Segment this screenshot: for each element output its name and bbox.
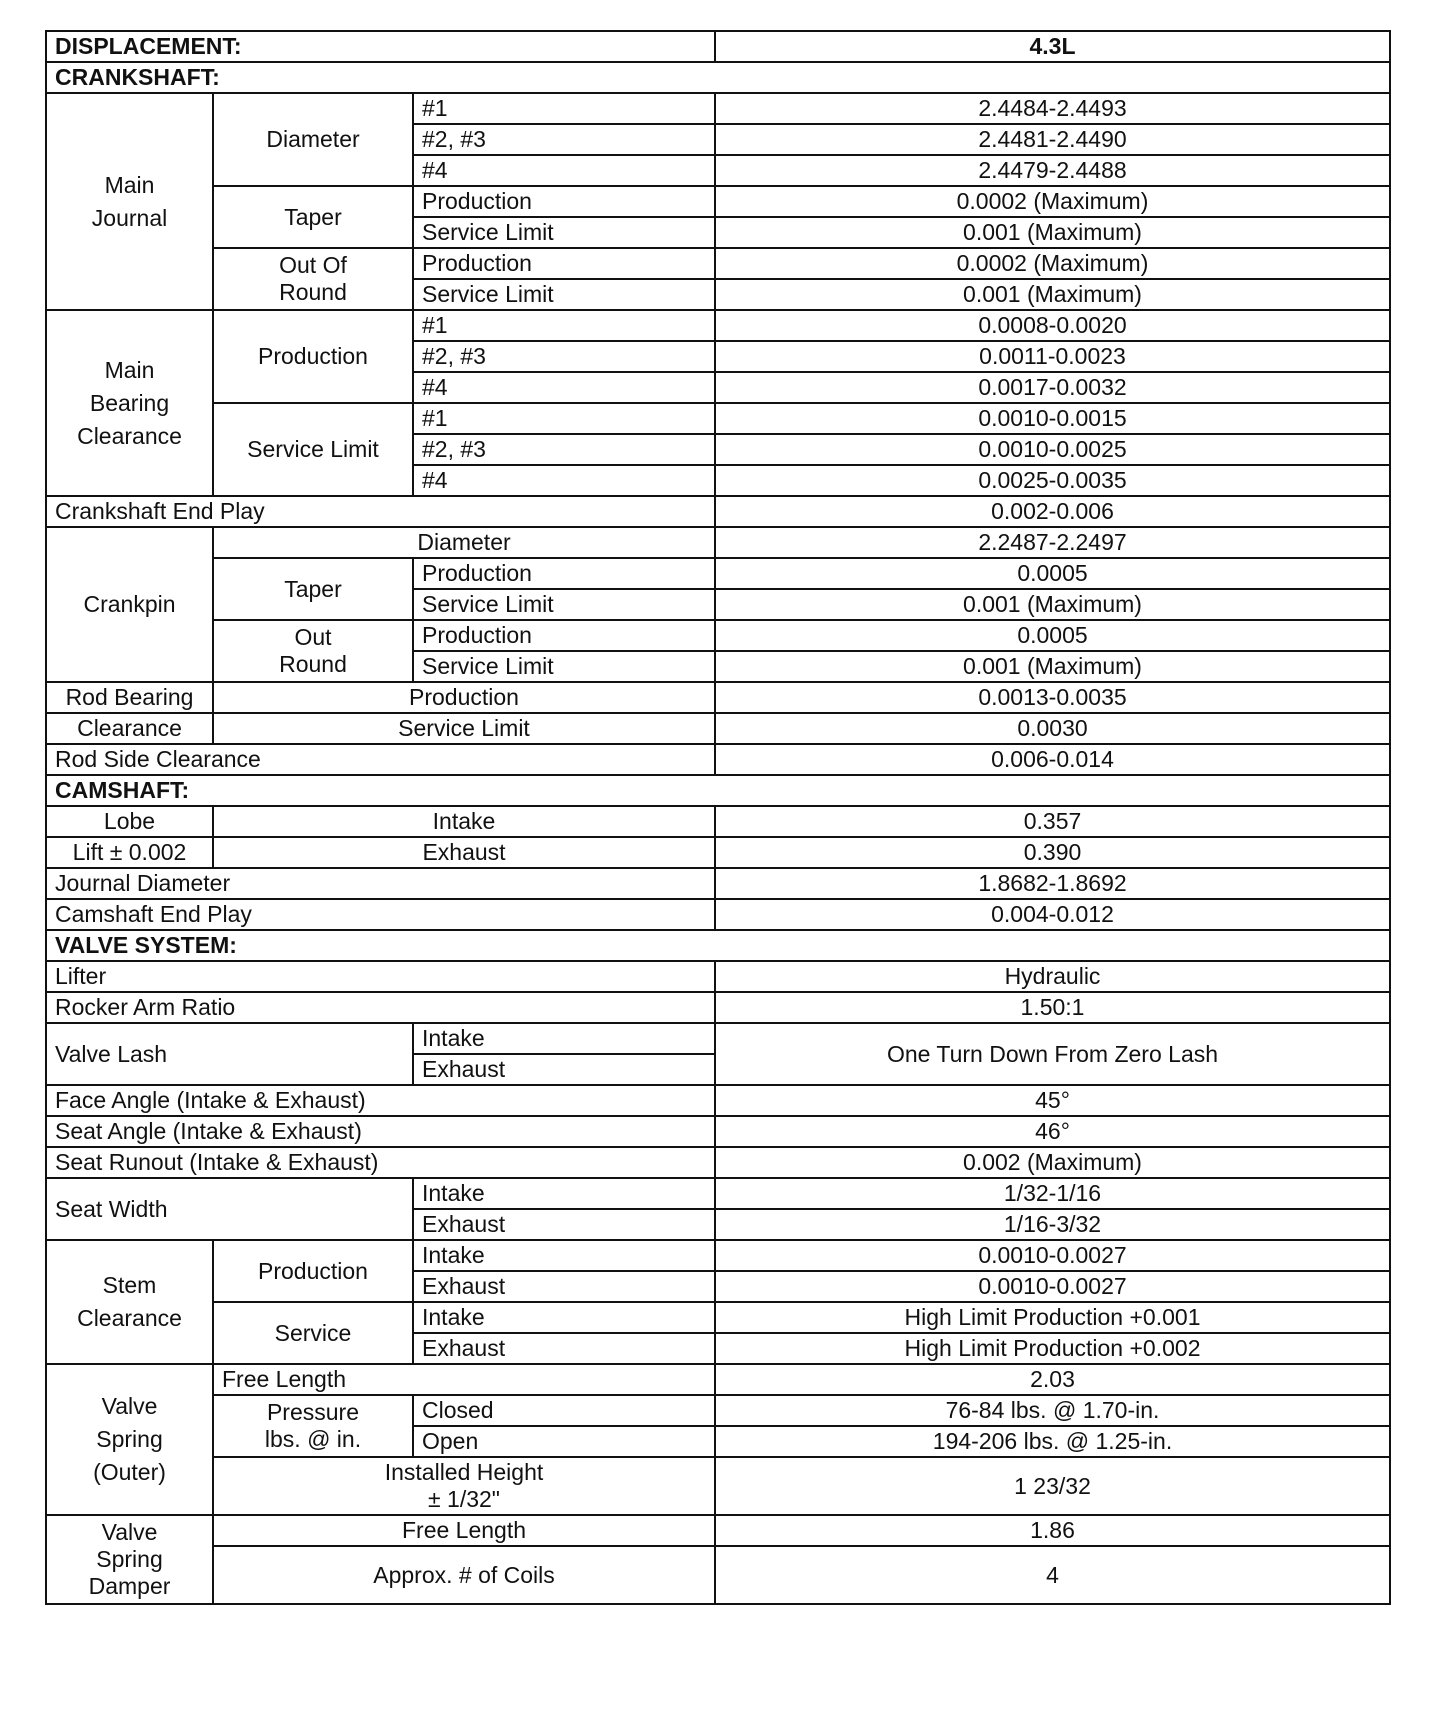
main-journal-diameter-label: Diameter bbox=[213, 93, 413, 186]
table-row bbox=[46, 248, 1390, 279]
stem-production-label: Production bbox=[213, 1240, 413, 1302]
sub-label: Intake bbox=[413, 1023, 715, 1054]
table-row bbox=[46, 1395, 1390, 1426]
main-bearing-production-label: Production bbox=[213, 310, 413, 403]
coils-label: Approx. # of Coils bbox=[213, 1546, 715, 1604]
rod-bearing-label-line1: Rod Bearing bbox=[46, 682, 213, 713]
table-row bbox=[46, 1457, 1390, 1515]
crankshaft-end-play-label: Crankshaft End Play bbox=[46, 496, 715, 527]
sub-label: Production bbox=[413, 558, 715, 589]
table-row bbox=[46, 713, 1390, 744]
journal-diameter-value: 1.8682-1.8692 bbox=[715, 868, 1390, 899]
installed-height-line2: ± 1/32" bbox=[428, 1486, 500, 1512]
free-length-value: 2.03 bbox=[715, 1364, 1390, 1395]
table-row bbox=[46, 899, 1390, 930]
value-cell: 0.0005 bbox=[715, 620, 1390, 651]
main-journal-out-of-round-label bbox=[213, 248, 413, 310]
table-row bbox=[46, 1178, 1390, 1209]
table-row bbox=[46, 310, 1390, 341]
sub-label: #4 bbox=[413, 372, 715, 403]
value-cell: 0.0002 (Maximum) bbox=[715, 186, 1390, 217]
table-row bbox=[46, 1302, 1390, 1333]
crankpin-diameter-value: 2.2487-2.2497 bbox=[715, 527, 1390, 558]
table-row bbox=[46, 31, 1390, 62]
sub-label: Exhaust bbox=[213, 837, 715, 868]
main-journal-label bbox=[46, 93, 213, 310]
seat-angle-value: 46° bbox=[715, 1116, 1390, 1147]
installed-height-label bbox=[213, 1457, 715, 1515]
value-cell: 0.0030 bbox=[715, 713, 1390, 744]
valve-spring-outer-line2: Spring bbox=[96, 1426, 163, 1452]
damper-free-length-value: 1.86 bbox=[715, 1515, 1390, 1546]
seat-width-label: Seat Width bbox=[46, 1178, 413, 1240]
main-journal-label-line1: Main bbox=[104, 171, 155, 198]
rod-bearing-label-line2: Clearance bbox=[46, 713, 213, 744]
lifter-label: Lifter bbox=[46, 961, 715, 992]
installed-height-value: 1 23/32 bbox=[715, 1457, 1390, 1515]
crankshaft-header: CRANKSHAFT: bbox=[46, 62, 1390, 93]
table-row bbox=[46, 1085, 1390, 1116]
sub-label: Exhaust bbox=[413, 1333, 715, 1364]
stem-service-label: Service bbox=[213, 1302, 413, 1364]
sub-label: Intake bbox=[213, 806, 715, 837]
main-bearing-line2: Bearing bbox=[89, 389, 170, 416]
table-row bbox=[46, 527, 1390, 558]
valve-lash-label: Valve Lash bbox=[46, 1023, 413, 1085]
value-cell: 0.0017-0.0032 bbox=[715, 372, 1390, 403]
table-row bbox=[46, 1364, 1390, 1395]
table-row bbox=[46, 1240, 1390, 1271]
table-row bbox=[46, 992, 1390, 1023]
sub-label: Intake bbox=[413, 1178, 715, 1209]
crankpin-taper-label: Taper bbox=[213, 558, 413, 620]
free-length-label: Free Length bbox=[213, 1364, 715, 1395]
table-row bbox=[46, 558, 1390, 589]
sub-label: Closed bbox=[413, 1395, 715, 1426]
crankpin-label: Crankpin bbox=[46, 527, 213, 682]
damper-line1: Valve bbox=[101, 1519, 158, 1545]
value-cell: High Limit Production +0.001 bbox=[715, 1302, 1390, 1333]
value-cell: High Limit Production +0.002 bbox=[715, 1333, 1390, 1364]
stem-clearance-label bbox=[46, 1240, 213, 1364]
rod-side-clearance-label: Rod Side Clearance bbox=[46, 744, 715, 775]
valve-spring-outer-line3: (Outer) bbox=[93, 1459, 166, 1485]
main-journal-label-line2: Journal bbox=[91, 204, 168, 231]
out-round-line2: Round bbox=[279, 651, 347, 677]
value-cell: 0.0010-0.0027 bbox=[715, 1271, 1390, 1302]
sub-label: #1 bbox=[413, 93, 715, 124]
valve-lash-value: One Turn Down From Zero Lash bbox=[715, 1023, 1390, 1085]
sub-label: Production bbox=[413, 248, 715, 279]
table-row bbox=[46, 403, 1390, 434]
table-row bbox=[46, 93, 1390, 124]
journal-diameter-label: Journal Diameter bbox=[46, 868, 715, 899]
value-cell: 0.001 (Maximum) bbox=[715, 279, 1390, 310]
table-row bbox=[46, 961, 1390, 992]
main-journal-taper-label: Taper bbox=[213, 186, 413, 248]
valve-spring-outer-label bbox=[46, 1364, 213, 1515]
pressure-line2: lbs. @ in. bbox=[264, 1426, 362, 1452]
value-cell: 1/32-1/16 bbox=[715, 1178, 1390, 1209]
sub-label: #4 bbox=[413, 465, 715, 496]
pressure-label bbox=[213, 1395, 413, 1457]
table-row bbox=[46, 620, 1390, 651]
value-cell: 0.0010-0.0027 bbox=[715, 1240, 1390, 1271]
table-row bbox=[46, 186, 1390, 217]
camshaft-end-play-label: Camshaft End Play bbox=[46, 899, 715, 930]
table-row bbox=[46, 744, 1390, 775]
value-cell: 0.0010-0.0015 bbox=[715, 403, 1390, 434]
table-row bbox=[46, 1546, 1390, 1604]
out-of-round-line1: Out Of bbox=[279, 252, 347, 278]
value-cell: 0.0010-0.0025 bbox=[715, 434, 1390, 465]
sub-label: #2, #3 bbox=[413, 434, 715, 465]
value-cell: 1/16-3/32 bbox=[715, 1209, 1390, 1240]
camshaft-end-play-value: 0.004-0.012 bbox=[715, 899, 1390, 930]
pressure-line1: Pressure bbox=[266, 1399, 360, 1425]
sub-label: Service Limit bbox=[413, 589, 715, 620]
sub-label: Intake bbox=[413, 1240, 715, 1271]
sub-label: Exhaust bbox=[413, 1209, 715, 1240]
displacement-label: DISPLACEMENT: bbox=[46, 31, 715, 62]
sub-label: #4 bbox=[413, 155, 715, 186]
out-round-line1: Out bbox=[294, 624, 332, 650]
value-cell: 2.4479-2.4488 bbox=[715, 155, 1390, 186]
lobe-lift-label-line1: Lobe bbox=[46, 806, 213, 837]
section-header-row bbox=[46, 62, 1390, 93]
displacement-value: 4.3L bbox=[715, 31, 1390, 62]
value-cell: 0.357 bbox=[715, 806, 1390, 837]
lobe-lift-label-line2: Lift ± 0.002 bbox=[46, 837, 213, 868]
face-angle-label: Face Angle (Intake & Exhaust) bbox=[46, 1085, 715, 1116]
seat-runout-value: 0.002 (Maximum) bbox=[715, 1147, 1390, 1178]
rocker-ratio-label: Rocker Arm Ratio bbox=[46, 992, 715, 1023]
table-row bbox=[46, 1023, 1390, 1054]
sub-label: #1 bbox=[413, 403, 715, 434]
value-cell: 0.001 (Maximum) bbox=[715, 217, 1390, 248]
damper-line2: Spring bbox=[96, 1546, 163, 1572]
value-cell: 0.0002 (Maximum) bbox=[715, 248, 1390, 279]
lifter-value: Hydraulic bbox=[715, 961, 1390, 992]
value-cell: 0.001 (Maximum) bbox=[715, 589, 1390, 620]
installed-height-line1: Installed Height bbox=[384, 1459, 544, 1485]
value-cell: 194-206 lbs. @ 1.25-in. bbox=[715, 1426, 1390, 1457]
crankshaft-end-play-value: 0.002-0.006 bbox=[715, 496, 1390, 527]
sub-label: Service Limit bbox=[413, 651, 715, 682]
main-bearing-label bbox=[46, 310, 213, 496]
sub-label: Production bbox=[213, 682, 715, 713]
table-row bbox=[46, 1515, 1390, 1546]
value-cell: 0.0011-0.0023 bbox=[715, 341, 1390, 372]
table-row bbox=[46, 682, 1390, 713]
damper-free-length-label: Free Length bbox=[213, 1515, 715, 1546]
crankpin-diameter-label: Diameter bbox=[213, 527, 715, 558]
table-row bbox=[46, 837, 1390, 868]
sub-label: Service Limit bbox=[413, 279, 715, 310]
stem-clearance-line2: Clearance bbox=[77, 1305, 182, 1331]
stem-clearance-line1: Stem bbox=[102, 1272, 157, 1298]
sub-label: Production bbox=[413, 620, 715, 651]
table-row bbox=[46, 806, 1390, 837]
sub-label: #1 bbox=[413, 310, 715, 341]
coils-value: 4 bbox=[715, 1546, 1390, 1604]
sub-label: Exhaust bbox=[413, 1271, 715, 1302]
sub-label: Production bbox=[413, 186, 715, 217]
sub-label: Exhaust bbox=[413, 1054, 715, 1085]
main-bearing-line1: Main bbox=[104, 356, 155, 383]
table-row bbox=[46, 868, 1390, 899]
value-cell: 76-84 lbs. @ 1.70-in. bbox=[715, 1395, 1390, 1426]
engine-spec-table bbox=[45, 30, 1391, 1605]
value-cell: 0.0008-0.0020 bbox=[715, 310, 1390, 341]
seat-runout-label: Seat Runout (Intake & Exhaust) bbox=[46, 1147, 715, 1178]
rocker-ratio-value: 1.50:1 bbox=[715, 992, 1390, 1023]
sub-label: Open bbox=[413, 1426, 715, 1457]
main-bearing-service-limit-label: Service Limit bbox=[213, 403, 413, 496]
damper-line3: Damper bbox=[88, 1573, 171, 1599]
value-cell: 0.0013-0.0035 bbox=[715, 682, 1390, 713]
section-header-row bbox=[46, 775, 1390, 806]
main-bearing-line3: Clearance bbox=[77, 422, 182, 449]
sub-label: Service Limit bbox=[213, 713, 715, 744]
valve-spring-damper-label bbox=[46, 1515, 213, 1604]
crankpin-out-round-label bbox=[213, 620, 413, 682]
rod-side-clearance-value: 0.006-0.014 bbox=[715, 744, 1390, 775]
value-cell: 2.4481-2.4490 bbox=[715, 124, 1390, 155]
sub-label: Intake bbox=[413, 1302, 715, 1333]
value-cell: 0.0025-0.0035 bbox=[715, 465, 1390, 496]
face-angle-value: 45° bbox=[715, 1085, 1390, 1116]
value-cell: 2.4484-2.4493 bbox=[715, 93, 1390, 124]
value-cell: 0.390 bbox=[715, 837, 1390, 868]
value-cell: 0.0005 bbox=[715, 558, 1390, 589]
sub-label: #2, #3 bbox=[413, 124, 715, 155]
table-row bbox=[46, 1116, 1390, 1147]
table-row bbox=[46, 496, 1390, 527]
table-row bbox=[46, 1147, 1390, 1178]
seat-angle-label: Seat Angle (Intake & Exhaust) bbox=[46, 1116, 715, 1147]
out-of-round-line2: Round bbox=[279, 279, 347, 305]
valve-spring-outer-line1: Valve bbox=[101, 1393, 158, 1419]
value-cell: 0.001 (Maximum) bbox=[715, 651, 1390, 682]
sub-label: #2, #3 bbox=[413, 341, 715, 372]
sub-label: Service Limit bbox=[413, 217, 715, 248]
camshaft-header: CAMSHAFT: bbox=[46, 775, 1390, 806]
section-header-row bbox=[46, 930, 1390, 961]
valve-system-header: VALVE SYSTEM: bbox=[46, 930, 1390, 961]
